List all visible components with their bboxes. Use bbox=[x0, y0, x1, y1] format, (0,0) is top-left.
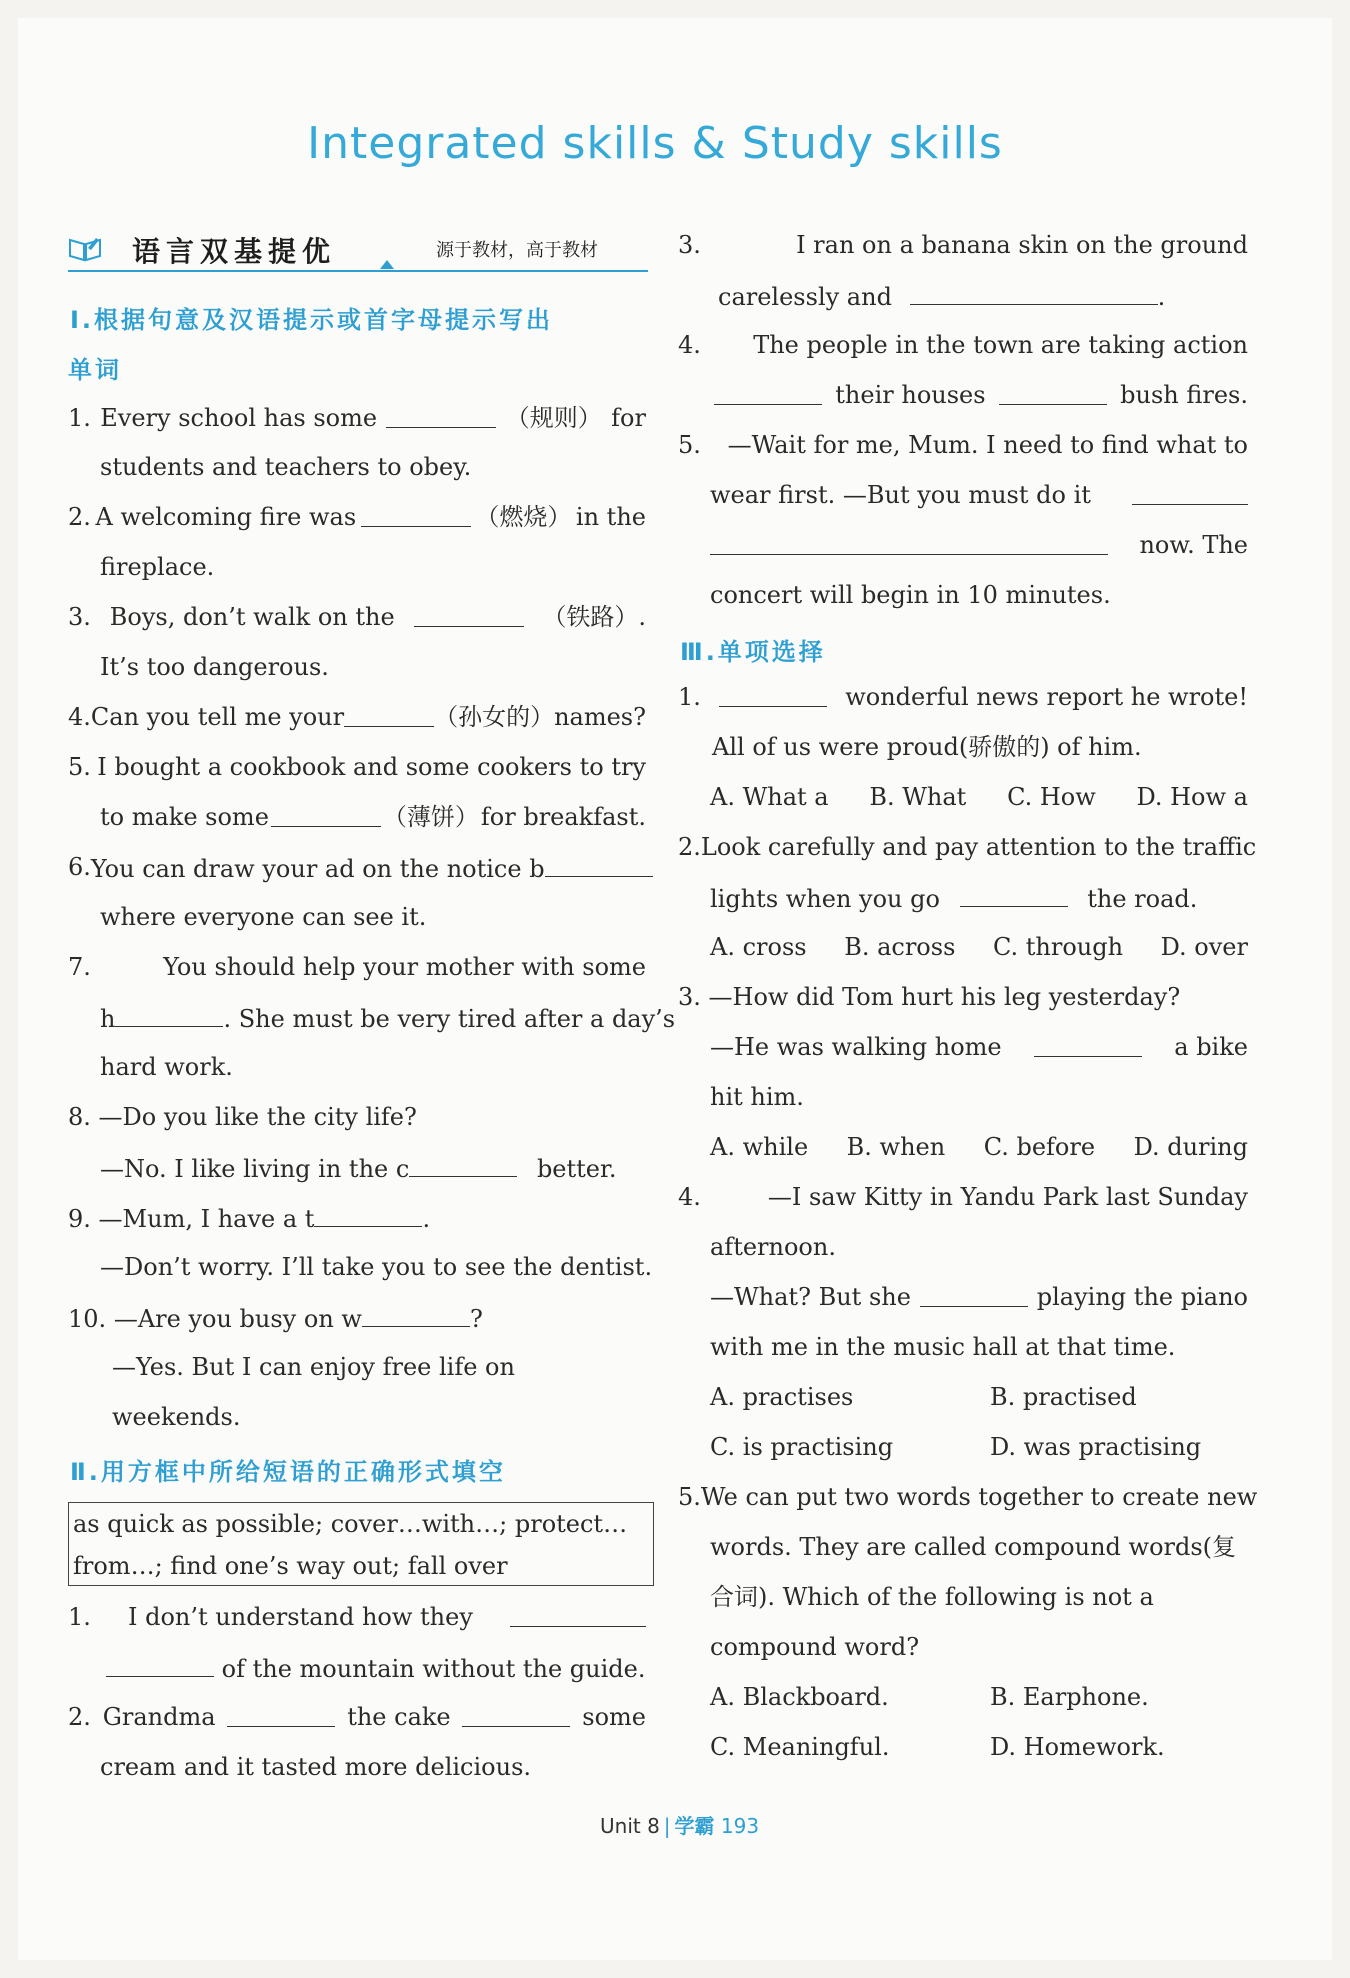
answer-blank[interactable] bbox=[106, 1652, 214, 1677]
s1-q5-line2 bbox=[100, 802, 646, 832]
question-text: —How did Tom hurt his leg yesterday? bbox=[708, 983, 1181, 1011]
answer-blank[interactable] bbox=[362, 1302, 470, 1327]
question-text: h bbox=[100, 1005, 116, 1033]
answer-blank[interactable] bbox=[714, 380, 822, 405]
s1-q7-line2 bbox=[100, 1002, 675, 1034]
question-text: afternoon. bbox=[710, 1233, 836, 1261]
s2-q5 bbox=[678, 430, 1248, 460]
s2-q1 bbox=[68, 1602, 646, 1632]
q-number: 5. bbox=[68, 753, 91, 781]
question-text: in the bbox=[575, 503, 646, 531]
q-number: 4. bbox=[678, 331, 701, 359]
s3-q3 bbox=[678, 982, 1180, 1012]
s1-q8 bbox=[68, 1102, 417, 1132]
s2-q1-line2 bbox=[106, 1652, 646, 1684]
s2-q4-line2 bbox=[714, 380, 1248, 410]
answer-blank[interactable] bbox=[115, 1002, 223, 1027]
question-text: It’s too dangerous. bbox=[100, 653, 329, 681]
option-d[interactable]: D. How a bbox=[1136, 783, 1248, 811]
hint-text: （孙女的） bbox=[434, 703, 555, 731]
phrase-box-line: from…; find one’s way out; fall over bbox=[73, 1552, 508, 1580]
s1-q9 bbox=[68, 1202, 430, 1234]
q-number: 4. bbox=[68, 703, 91, 731]
option-b[interactable]: B. when bbox=[846, 1133, 946, 1161]
question-text: —I saw Kitty in Yandu Park last Sunday bbox=[767, 1183, 1248, 1211]
s1-q10 bbox=[68, 1302, 483, 1334]
unit-label: Unit 8 bbox=[600, 1814, 660, 1838]
question-text: compound word? bbox=[710, 1633, 920, 1661]
q-number: 5. bbox=[678, 1483, 701, 1511]
answer-blank[interactable] bbox=[314, 1202, 422, 1227]
s3-q2 bbox=[678, 832, 1257, 862]
question-text: fireplace. bbox=[100, 553, 215, 581]
question-text: Boys, don’t walk on the bbox=[109, 603, 395, 631]
q-number: 7. bbox=[68, 953, 91, 981]
question-text: . She must be very tired after a day’s bbox=[223, 1005, 676, 1033]
option-b[interactable]: B. Earphone. bbox=[990, 1683, 1149, 1711]
answer-blank[interactable] bbox=[510, 1602, 646, 1627]
banner-subtitle: 源于教材，高于教材 bbox=[436, 240, 598, 261]
s3-q2-line2 bbox=[710, 882, 1197, 914]
answer-blank[interactable] bbox=[462, 1702, 570, 1727]
s1-q2 bbox=[68, 502, 646, 532]
s3-q2-options bbox=[710, 932, 1248, 962]
question-text: I ran on a banana skin on the ground bbox=[796, 231, 1248, 259]
option-a[interactable]: A. while bbox=[710, 1133, 809, 1161]
question-text: their houses bbox=[835, 381, 986, 409]
answer-blank[interactable] bbox=[271, 802, 381, 827]
s1-q1 bbox=[68, 403, 646, 433]
s2-q3 bbox=[678, 230, 1248, 260]
s2-q4 bbox=[678, 330, 1248, 360]
phrase-box-line: as quick as possible; cover…with…; protect… bbox=[73, 1510, 628, 1538]
question-text: better. bbox=[536, 1155, 617, 1183]
answer-blank[interactable] bbox=[920, 1282, 1028, 1307]
answer-blank[interactable] bbox=[344, 702, 434, 727]
question-text: hit him. bbox=[710, 1083, 804, 1111]
question-text: . bbox=[1157, 283, 1166, 311]
s1-q8-line2 bbox=[100, 1152, 616, 1184]
answer-blank[interactable] bbox=[545, 852, 653, 877]
s3-q4 bbox=[678, 1182, 1248, 1212]
answer-blank[interactable] bbox=[227, 1702, 335, 1727]
question-text: —Mum, I have a t bbox=[98, 1205, 315, 1233]
option-c[interactable]: C. is practising bbox=[710, 1433, 894, 1461]
question-text: carelessly and bbox=[718, 283, 892, 311]
q-number: 10. bbox=[68, 1305, 107, 1333]
option-b[interactable]: B. practised bbox=[990, 1383, 1137, 1411]
question-text: You should help your mother with some bbox=[163, 953, 646, 981]
question-text: —No. I like living in the c bbox=[100, 1155, 410, 1183]
question-text: the road. bbox=[1087, 885, 1198, 913]
question-text: lights when you go bbox=[710, 885, 940, 913]
question-text: now. The bbox=[1139, 531, 1248, 559]
question-text: hard work. bbox=[100, 1053, 233, 1081]
q-number: 4. bbox=[678, 1183, 701, 1211]
question-text: We can put two words together to create new bbox=[700, 1483, 1258, 1511]
page-title: Integrated skills & Study skills bbox=[307, 118, 1003, 169]
option-a[interactable]: A. practises bbox=[710, 1383, 854, 1411]
s3-q5 bbox=[678, 1482, 1258, 1512]
option-c[interactable]: C. How bbox=[1007, 783, 1096, 811]
option-c[interactable]: C. Meaningful. bbox=[710, 1733, 890, 1761]
option-a[interactable]: A. What a bbox=[710, 783, 829, 811]
answer-blank[interactable] bbox=[910, 280, 1158, 305]
question-text: Every school has some bbox=[100, 404, 378, 432]
s3-q5-line2 bbox=[710, 1532, 1248, 1562]
question-text: —Do you like the city life? bbox=[98, 1103, 417, 1131]
question-text: You can draw your ad on the notice b bbox=[90, 855, 545, 883]
question-text: students and teachers to obey. bbox=[100, 453, 472, 481]
q-number: 8. bbox=[68, 1103, 91, 1131]
option-d[interactable]: D. Homework. bbox=[990, 1733, 1165, 1761]
question-text: —Yes. But I can enjoy free life on bbox=[112, 1353, 515, 1381]
phrase-box bbox=[68, 1502, 654, 1586]
s1-q4 bbox=[68, 702, 646, 732]
question-text: Grandma bbox=[102, 1703, 216, 1731]
s1-q6 bbox=[68, 852, 646, 884]
question-text: for bbox=[611, 404, 646, 432]
answer-blank[interactable] bbox=[386, 403, 496, 428]
question-text: the cake bbox=[347, 1703, 451, 1731]
question-text: cream and it tasted more delicious. bbox=[100, 1753, 532, 1781]
hint-text: （铁路）. bbox=[542, 603, 646, 631]
question-text: a bike bbox=[1174, 1033, 1248, 1061]
question-text: of the mountain without the guide. bbox=[221, 1655, 646, 1683]
question-text: A welcoming fire was bbox=[95, 503, 357, 531]
answer-blank[interactable] bbox=[710, 530, 1108, 555]
q-number: 1. bbox=[68, 1603, 91, 1631]
q-number: 9. bbox=[68, 1205, 91, 1233]
question-text: for breakfast. bbox=[480, 803, 646, 831]
answer-blank[interactable] bbox=[361, 502, 471, 527]
s1-q10-line2 bbox=[112, 1352, 646, 1382]
question-text: wonderful news report he wrote! bbox=[845, 683, 1248, 711]
question-text: 合词). Which of the following is not a bbox=[710, 1583, 1154, 1611]
question-text: All of us were proud(骄傲的) of him. bbox=[712, 733, 1142, 761]
option-d[interactable]: D. during bbox=[1133, 1133, 1248, 1161]
s3-q5-line3 bbox=[710, 1582, 1248, 1612]
question-text: —Wait for me, Mum. I need to find what to bbox=[727, 431, 1248, 459]
question-text: —He was walking home bbox=[710, 1033, 1002, 1061]
q-number: 3. bbox=[678, 231, 701, 259]
s3-q3-options bbox=[710, 1132, 1248, 1162]
question-text: I bought a cookbook and some cookers to try bbox=[97, 753, 646, 781]
q-number: 2. bbox=[68, 1703, 91, 1731]
section1-heading: Ⅰ.根据句意及汉语提示或首字母提示写出 bbox=[70, 306, 554, 334]
answer-blank[interactable] bbox=[1034, 1032, 1142, 1057]
question-text: —What? But she bbox=[710, 1283, 911, 1311]
s1-q3 bbox=[68, 602, 646, 632]
question-text: The people in the town are taking action bbox=[753, 331, 1248, 359]
q-number: 6. bbox=[68, 853, 91, 881]
section2-heading: Ⅱ.用方框中所给短语的正确形式填空 bbox=[70, 1458, 506, 1486]
brand-label: 学霸 bbox=[674, 1814, 715, 1838]
book-icon bbox=[68, 234, 102, 262]
question-text: —Don’t worry. I’ll take you to see the dentist. bbox=[100, 1253, 653, 1281]
footer-divider: | bbox=[663, 1814, 671, 1838]
option-d[interactable]: D. was practising bbox=[990, 1433, 1202, 1461]
hint-text: （薄饼） bbox=[382, 803, 479, 831]
option-c[interactable]: C. through bbox=[992, 933, 1124, 961]
question-text: Can you tell me your bbox=[90, 703, 345, 731]
q-number: 2. bbox=[68, 503, 91, 531]
question-text: Look carefully and pay attention to the traffic bbox=[700, 833, 1257, 861]
page-footer bbox=[600, 1810, 759, 1839]
answer-blank[interactable] bbox=[960, 882, 1068, 907]
s2-q5-line3 bbox=[710, 530, 1248, 560]
section3-heading: Ⅲ.单项选择 bbox=[680, 638, 826, 666]
question-text: I don’t understand how they bbox=[128, 1603, 473, 1631]
section1-heading-cont: 单词 bbox=[68, 356, 122, 384]
option-a[interactable]: A. Blackboard. bbox=[710, 1683, 889, 1711]
answer-blank[interactable] bbox=[414, 602, 524, 627]
answer-blank[interactable] bbox=[1132, 480, 1248, 505]
q-number: 1. bbox=[68, 404, 91, 432]
answer-blank[interactable] bbox=[719, 682, 827, 707]
q-number: 3. bbox=[678, 983, 701, 1011]
question-text: playing the piano bbox=[1036, 1283, 1248, 1311]
option-b[interactable]: B. across bbox=[844, 933, 956, 961]
s3-q3-line2 bbox=[710, 1032, 1248, 1062]
s2-q5-line2 bbox=[710, 480, 1248, 510]
s1-q7 bbox=[68, 952, 646, 982]
question-text: bush fires. bbox=[1120, 381, 1248, 409]
q-number: 3. bbox=[68, 603, 91, 631]
question-text: . bbox=[422, 1205, 431, 1233]
banner-triangle-icon bbox=[380, 260, 394, 269]
s3-q1-options bbox=[710, 782, 1248, 812]
q-number: 2. bbox=[678, 833, 701, 861]
option-c[interactable]: C. before bbox=[983, 1133, 1096, 1161]
s2-q2 bbox=[68, 1702, 646, 1732]
question-text: ? bbox=[469, 1305, 483, 1333]
hint-text: （燃烧） bbox=[475, 503, 572, 531]
s3-q4-line3 bbox=[710, 1282, 1248, 1312]
hint-text: （规则） bbox=[505, 404, 602, 432]
option-a[interactable]: A. cross bbox=[710, 933, 807, 961]
question-text: concert will begin in 10 minutes. bbox=[710, 581, 1111, 609]
banner-title: 语言双基提优 bbox=[132, 235, 337, 268]
answer-blank[interactable] bbox=[999, 380, 1107, 405]
q-number: 1. bbox=[678, 683, 701, 711]
page-number: 193 bbox=[720, 1814, 760, 1838]
question-text: some bbox=[582, 1703, 646, 1731]
question-text: with me in the music hall at that time. bbox=[710, 1333, 1176, 1361]
section-banner bbox=[68, 230, 648, 272]
question-text: weekends. bbox=[112, 1403, 241, 1431]
question-text: to make some bbox=[100, 803, 269, 831]
question-text: where everyone can see it. bbox=[100, 903, 427, 931]
s3-q1 bbox=[678, 682, 1248, 712]
s2-q3-line2 bbox=[718, 280, 1165, 312]
question-text: names? bbox=[554, 703, 646, 731]
question-text: words. They are called compound words(复 bbox=[710, 1533, 1237, 1561]
option-d[interactable]: D. over bbox=[1160, 933, 1248, 961]
q-number: 5. bbox=[678, 431, 701, 459]
s1-q5 bbox=[68, 752, 646, 782]
question-text: —Are you busy on w bbox=[113, 1305, 362, 1333]
question-text: wear first. —But you must do it bbox=[710, 481, 1091, 509]
option-b[interactable]: B. What bbox=[869, 783, 967, 811]
answer-blank[interactable] bbox=[409, 1152, 517, 1177]
